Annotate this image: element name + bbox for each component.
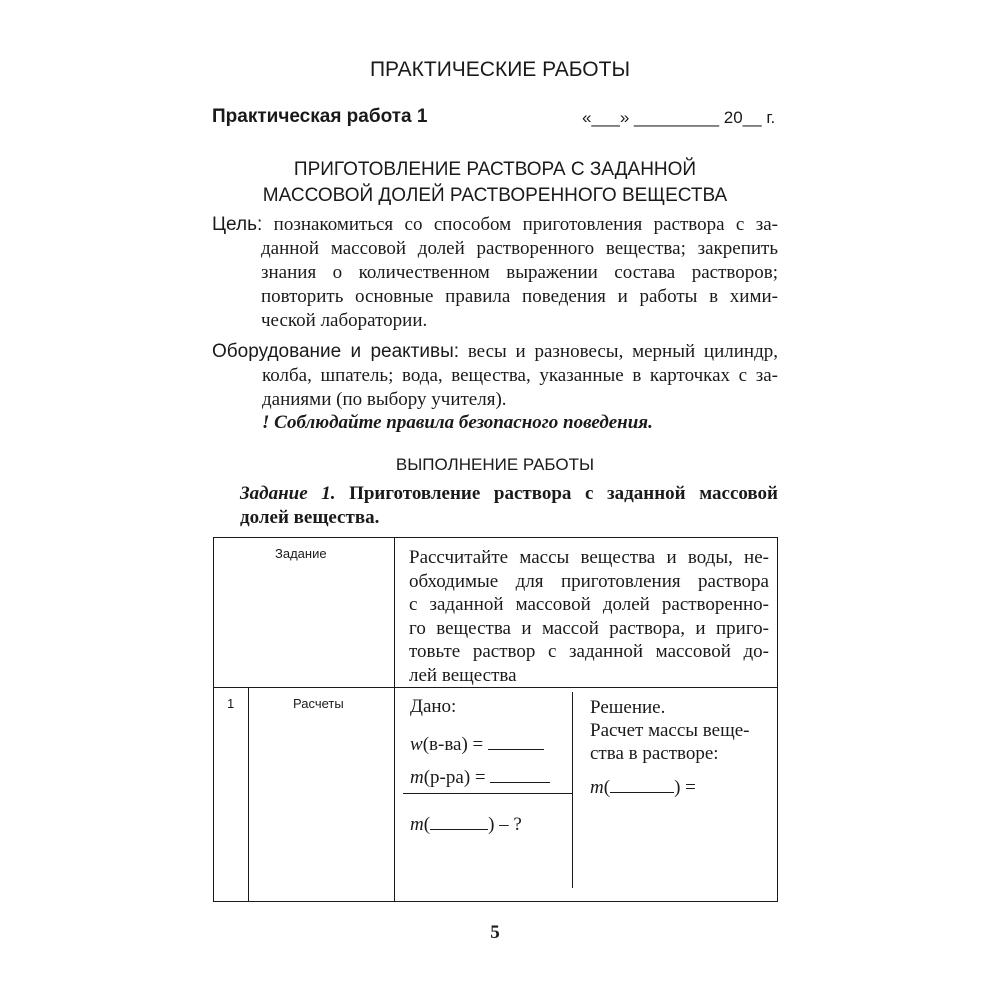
topic-title — [0, 157, 990, 209]
solution-subtitle-2: ства в растворе: — [590, 743, 719, 764]
equipment-line-1: весы и разновесы, мерный цилиндр, — [467, 341, 779, 362]
solution-subtitle-1: Расчет массы веще- — [590, 720, 750, 741]
goal-label: Цель: — [212, 214, 263, 235]
given-solution-divider — [572, 692, 573, 888]
table-number-column-divider — [248, 687, 249, 902]
table-row-divider — [213, 687, 778, 688]
find-mass — [410, 814, 522, 836]
section-title: ПРАКТИЧЕСКИЕ РАБОТЫ — [369, 58, 631, 81]
description-line-4: го вещества и массой раствора, и приго- — [409, 617, 769, 639]
equipment-line-2: колба, шпатель; вода, вещества, указанные в карточках с за- — [262, 365, 778, 386]
description-line-1: Рассчитайте массы вещества и воды, не- — [409, 547, 769, 568]
solution-substance-blank[interactable] — [610, 777, 674, 793]
solution-m-symbol: m — [590, 777, 604, 798]
table-header-label: Задание — [275, 546, 327, 561]
description-line-3: с заданной массовой долей растворенно- — [409, 594, 769, 615]
work-title: Практическая работа 1 — [212, 106, 428, 127]
table-row-label: Расчеты — [293, 696, 344, 711]
find-open: ( — [423, 814, 431, 835]
solution-mass-arg: (р-ра) = — [423, 767, 486, 788]
description-line-6: лей вещества — [409, 664, 517, 686]
solution-m-open: ( — [603, 777, 611, 798]
table-column-divider — [394, 537, 395, 902]
equipment-line-3: даниями (по выбору учителя). — [262, 389, 507, 410]
find-mass-symbol: m — [410, 814, 424, 835]
page-number: 5 — [490, 922, 500, 943]
equipment-label: Оборудование и реактивы: — [212, 341, 460, 362]
table-row-number: 1 — [227, 696, 235, 711]
solution-mass-blank[interactable] — [490, 767, 550, 783]
date-field: «___» _________ 20__ г. — [582, 108, 776, 127]
equipment-paragraph — [212, 340, 778, 412]
goal-line-5: ческой лаборатории. — [261, 310, 428, 331]
goal-line-3: знания о количественном выражении состава растворов; — [261, 262, 778, 283]
solution-m-close: ) = — [674, 777, 696, 798]
task-1-label: Задание 1. — [240, 483, 336, 504]
solution-mass-formula — [590, 777, 696, 799]
solution-block — [590, 696, 750, 765]
goal-line-2: данной массовой долей растворенного вещества; закрепить — [261, 238, 778, 259]
given-solution-mass — [410, 767, 550, 789]
topic-line-1: ПРИГОТОВЛЕНИЕ РАСТВОРА С ЗАДАННОЙ — [293, 159, 697, 180]
safety-warning: ! Соблюдайте правила безопасного поведения. — [262, 412, 653, 433]
task-1-text-2: долей вещества. — [240, 507, 380, 528]
given-title: Дано: — [410, 696, 457, 717]
given-mass-fraction — [410, 734, 544, 756]
find-substance-blank[interactable] — [430, 814, 488, 830]
given-separator-line — [403, 793, 573, 794]
topic-line-2: МАССОВОЙ ДОЛЕЙ РАСТВОРЕННОГО ВЕЩЕСТВА — [262, 185, 728, 206]
goal-paragraph — [212, 213, 778, 333]
mass-fraction-symbol: w — [410, 734, 423, 755]
execution-title: ВЫПОЛНЕНИЕ РАБОТЫ — [395, 455, 595, 474]
mass-fraction-blank[interactable] — [488, 734, 544, 750]
table-task-description — [409, 546, 769, 687]
task-1-heading — [240, 482, 778, 530]
find-close: ) – ? — [488, 814, 522, 835]
goal-line-1: познакомиться со способом приготовления раствора с за- — [273, 214, 779, 235]
mass-fraction-arg: (в-ва) = — [422, 734, 484, 755]
description-line-2: обходимые для приготовления раствора — [409, 570, 769, 592]
goal-line-4: повторить основные правила поведения и работы в хими- — [261, 286, 778, 307]
description-line-5: товьте раствор с заданной массовой до- — [409, 641, 769, 662]
solution-mass-symbol: m — [410, 767, 424, 788]
solution-title: Решение. — [590, 697, 666, 718]
task-1-text-1: Приготовление раствора с заданной массовой — [349, 483, 778, 504]
